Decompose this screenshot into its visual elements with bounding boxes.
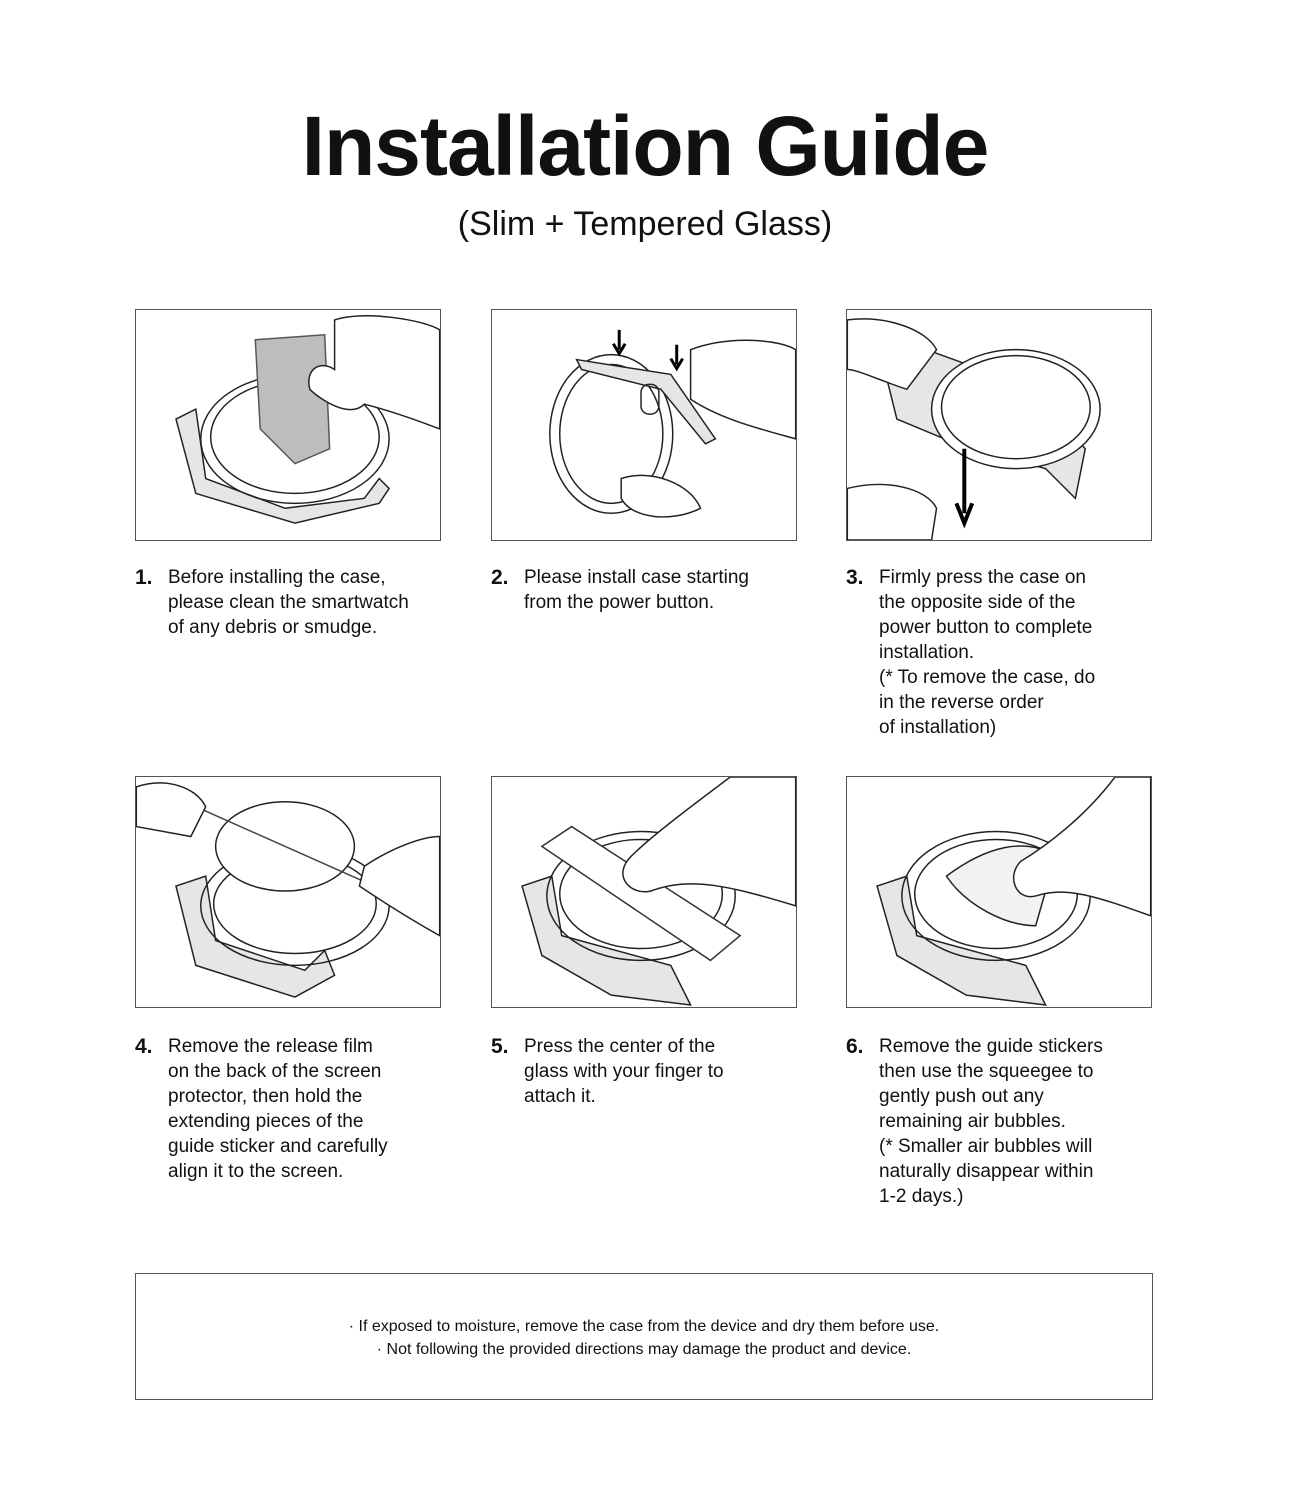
- step-3-illustration: [846, 309, 1152, 541]
- step-5: [491, 1034, 801, 1109]
- step-6-illustration: [846, 776, 1152, 1008]
- step-1-illustration: [135, 309, 441, 541]
- caution-note: · Not following the provided directions may damage the product and device.: [376, 1341, 912, 1358]
- step-number: 6.: [846, 1035, 864, 1058]
- step-number: 5.: [491, 1035, 509, 1058]
- caution-note: · If exposed to moisture, remove the case from the device and dry them before use.: [348, 1318, 940, 1335]
- step-1: [135, 565, 445, 640]
- step-text: Remove the release film on the back of the screen protector, then hold the extending pieces of the guide sticker and carefully align it to the screen.: [168, 1036, 388, 1182]
- step-text: Before installing the case, please clean the smartwatch of any debris or smudge.: [168, 567, 409, 638]
- step-text: Please install case starting from the power button.: [524, 567, 749, 613]
- step-4: [135, 1034, 445, 1184]
- step-5-illustration: [491, 776, 797, 1008]
- step-number: 2.: [491, 566, 509, 589]
- step-3: [846, 565, 1156, 740]
- step-number: 4.: [135, 1035, 153, 1058]
- step-text: Press the center of the glass with your finger to attach it.: [524, 1036, 724, 1107]
- page-subtitle: (Slim + Tempered Glass): [457, 205, 833, 243]
- step-text: Firmly press the case on the opposite side of the power button to complete installation. (* To remove the case, do in the reverse order of installation): [879, 567, 1096, 738]
- page-title: Installation Guide: [301, 99, 989, 193]
- step-number: 1.: [135, 566, 153, 589]
- step-2-illustration: [491, 309, 797, 541]
- step-2: [491, 565, 801, 615]
- step-6: [846, 1034, 1156, 1209]
- step-4-illustration: [135, 776, 441, 1008]
- caution-notes-box: [135, 1273, 1153, 1400]
- step-text: Remove the guide stickers then use the squeegee to gently push out any remaining air bubbles. (* Smaller air bubbles will naturally disappear within 1-2 days.): [879, 1036, 1103, 1207]
- step-number: 3.: [846, 566, 864, 589]
